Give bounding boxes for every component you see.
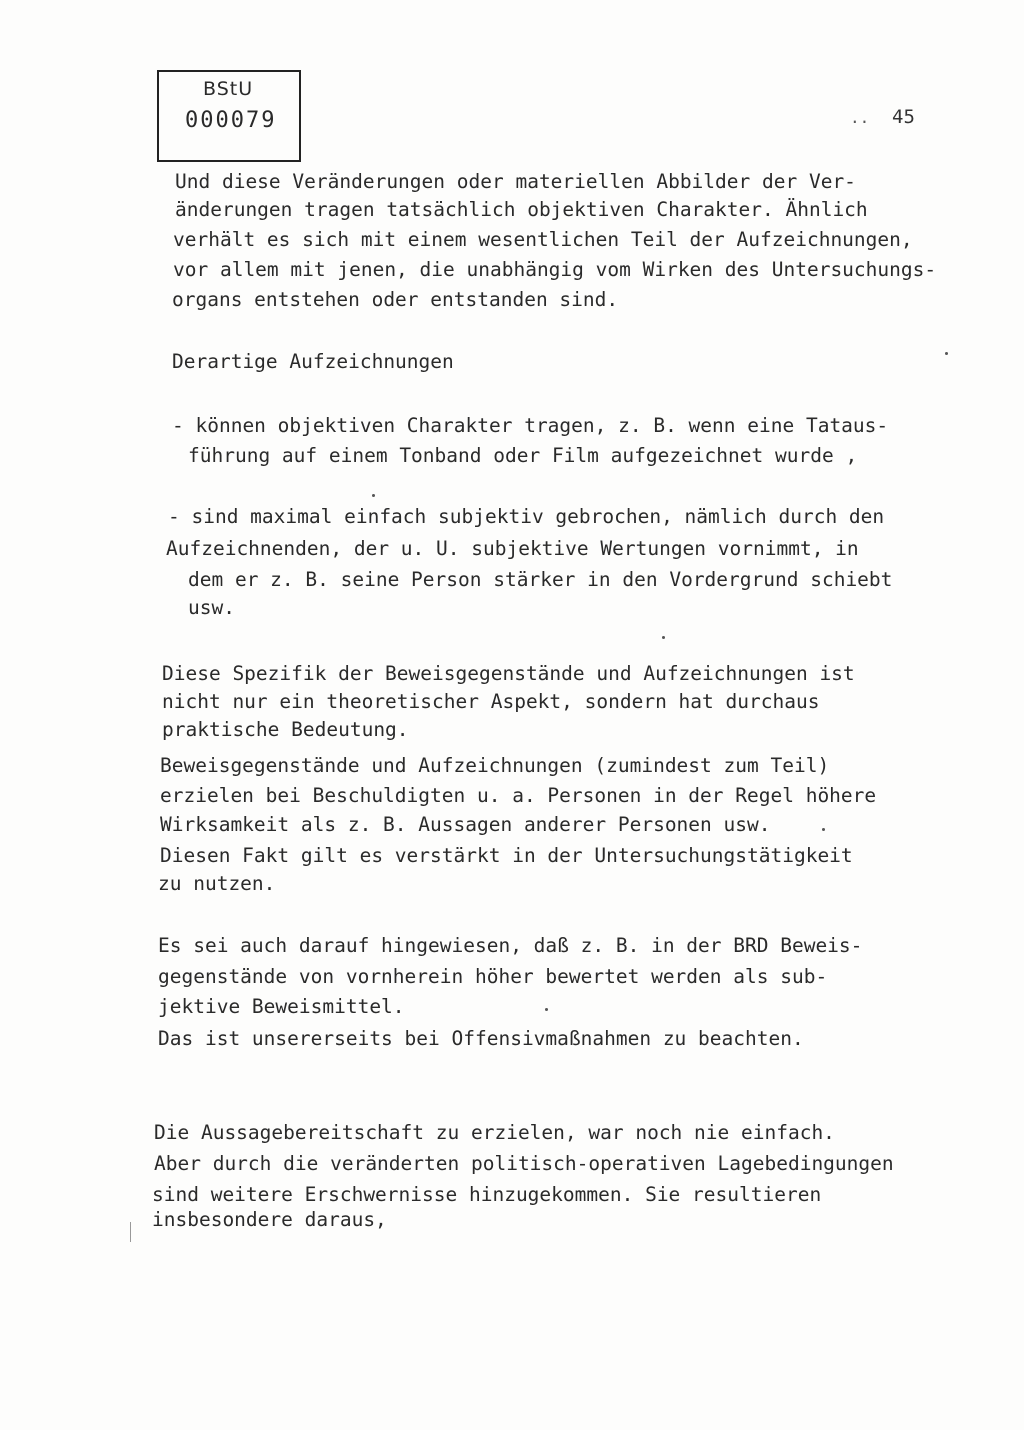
list-item-line: dem er z. B. seine Person stärker in den Vordergrund schiebt bbox=[188, 568, 893, 591]
list-item-line: führung auf einem Tonband oder Film aufgezeichnet wurde , bbox=[188, 444, 858, 467]
text-line: Die Aussagebereitschaft zu erzielen, war noch nie einfach. bbox=[154, 1121, 835, 1144]
text-line: Derartige Aufzeichnungen bbox=[172, 350, 454, 373]
text-line: gegenstände von vornherein höher bewertet werden als sub- bbox=[158, 965, 828, 988]
text-line: verhält es sich mit einem wesentlichen Teil der Aufzeichnungen, bbox=[173, 228, 913, 251]
text-line: Aber durch die veränderten politisch-operativen Lagebedingungen bbox=[154, 1152, 894, 1175]
text-line: erzielen bei Beschuldigten u. a. Personen in der Regel höhere bbox=[160, 784, 877, 807]
text-line: Und diese Veränderungen oder materiellen Abbilder der Ver- bbox=[175, 170, 856, 193]
stamp-office-label: BStU bbox=[203, 78, 254, 100]
text-line: praktische Bedeutung. bbox=[162, 718, 409, 741]
text-line: nicht nur ein theoretischer Aspekt, sondern hat durchaus bbox=[162, 690, 820, 713]
list-item-line: - sind maximal einfach subjektiv gebrochen, nämlich durch den bbox=[168, 505, 885, 528]
scan-speck bbox=[545, 1008, 548, 1011]
page-number-dash: .. bbox=[850, 108, 870, 127]
list-item-line: Aufzeichnenden, der u. U. subjektive Wertungen vornimmt, in bbox=[166, 537, 859, 560]
scan-speck bbox=[372, 494, 375, 497]
scan-speck bbox=[945, 352, 948, 355]
text-line: Das ist unsererseits bei Offensivmaßnahmen zu beachten. bbox=[158, 1027, 804, 1050]
text-line: jektive Beweismittel. bbox=[158, 995, 405, 1018]
text-line: Diesen Fakt gilt es verstärkt in der Untersuchungstätigkeit bbox=[160, 844, 853, 867]
text-line: Diese Spezifik der Beweisgegenstände und Aufzeichnungen ist bbox=[162, 662, 855, 685]
text-line: zu nutzen. bbox=[158, 872, 276, 895]
text-line: vor allem mit jenen, die unabhängig vom Wirken des Untersuchungs- bbox=[173, 258, 937, 281]
text-line: organs entstehen oder entstanden sind. bbox=[172, 288, 619, 311]
text-line: insbesondere daraus, bbox=[152, 1208, 387, 1231]
list-item-line: - können objektiven Charakter tragen, z. B. wenn eine Tataus- bbox=[172, 414, 889, 437]
text-line: sind weitere Erschwernisse hinzugekommen. Sie resultieren bbox=[152, 1183, 822, 1206]
text-line: Es sei auch darauf hingewiesen, daß z. B. in der BRD Beweis- bbox=[158, 934, 863, 957]
text-line: Wirksamkeit als z. B. Aussagen anderer Personen usw. bbox=[160, 813, 771, 836]
page-number: 45 bbox=[892, 106, 915, 128]
scan-speck bbox=[662, 636, 665, 639]
margin-mark bbox=[130, 1222, 131, 1242]
scan-speck bbox=[822, 828, 825, 831]
text-line: Beweisgegenstände und Aufzeichnungen (zumindest zum Teil) bbox=[160, 754, 830, 777]
archive-stamp bbox=[157, 70, 301, 162]
list-item-line: usw. bbox=[188, 596, 235, 619]
text-line: änderungen tragen tatsächlich objektiven Charakter. Ähnlich bbox=[175, 198, 868, 221]
stamp-archive-number: 000079 bbox=[185, 108, 277, 133]
